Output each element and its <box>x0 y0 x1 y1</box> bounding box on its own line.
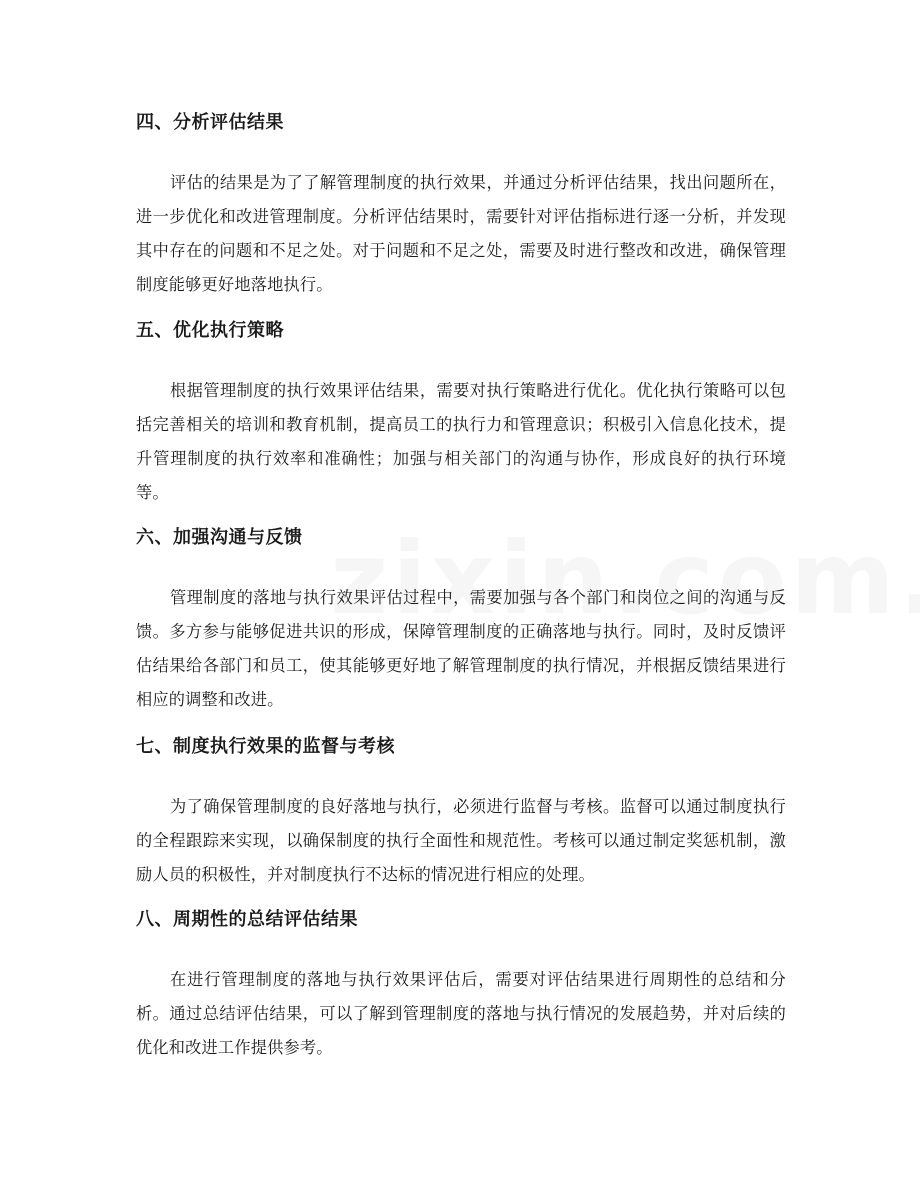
section-paragraph: 管理制度的落地与执行效果评估过程中，需要加强与各个部门和岗位之间的沟通与反馈。多方参与能够促进共识的形成，保障管理制度的正确落地与执行。同时，及时反馈评估结果给各部门和员工，使其能够更好地了解管理制度的执行情况，并根据反馈结果进行相应的调整和改进。 <box>136 588 786 709</box>
section-paragraph: 在进行管理制度的落地与执行效果评估后，需要对评估结果进行周期性的总结和分析。通过总结评估结果，可以了解到管理制度的落地与执行情况的发展趋势，并对后续的优化和改进工作提供参考。 <box>136 970 786 1057</box>
section-paragraph: 为了确保管理制度的良好落地与执行，必须进行监督与考核。监督可以通过制度执行的全程跟踪来实现，以确保制度的执行全面性和规范性。考核可以通过制定奖惩机制，激励人员的积极性，并对制度执行不达标的情况进行相应的处理。 <box>136 797 786 884</box>
section-communication-feedback <box>136 526 786 717</box>
section-heading: 七、制度执行效果的监督与考核 <box>136 736 395 757</box>
section-supervision-assessment <box>136 735 786 892</box>
section-periodic-summary <box>136 908 786 1065</box>
section-heading: 四、分析评估结果 <box>136 112 284 133</box>
section-paragraph: 评估的结果是为了了解管理制度的执行效果，并通过分析评估结果，找出问题所在，进一步优化和改进管理制度。分析评估结果时，需要针对评估指标进行逐一分析，并发现其中存在的问题和不足之处。对于问题和不足之处，需要及时进行整改和改进，确保管理制度能够更好地落地执行。 <box>136 173 786 294</box>
section-heading: 五、优化执行策略 <box>136 320 284 341</box>
section-analyze-results <box>136 111 786 302</box>
section-paragraph: 根据管理制度的执行效果评估结果，需要对执行策略进行优化。优化执行策略可以包括完善相关的培训和教育机制，提高员工的执行力和管理意识；积极引入信息化技术，提升管理制度的执行效率和准确性；加强与相关部门的沟通与协作，形成良好的执行环境等。 <box>136 381 786 502</box>
section-heading: 八、周期性的总结评估结果 <box>136 909 358 930</box>
section-heading: 六、加强沟通与反馈 <box>136 527 303 548</box>
section-optimize-strategy <box>136 319 786 510</box>
